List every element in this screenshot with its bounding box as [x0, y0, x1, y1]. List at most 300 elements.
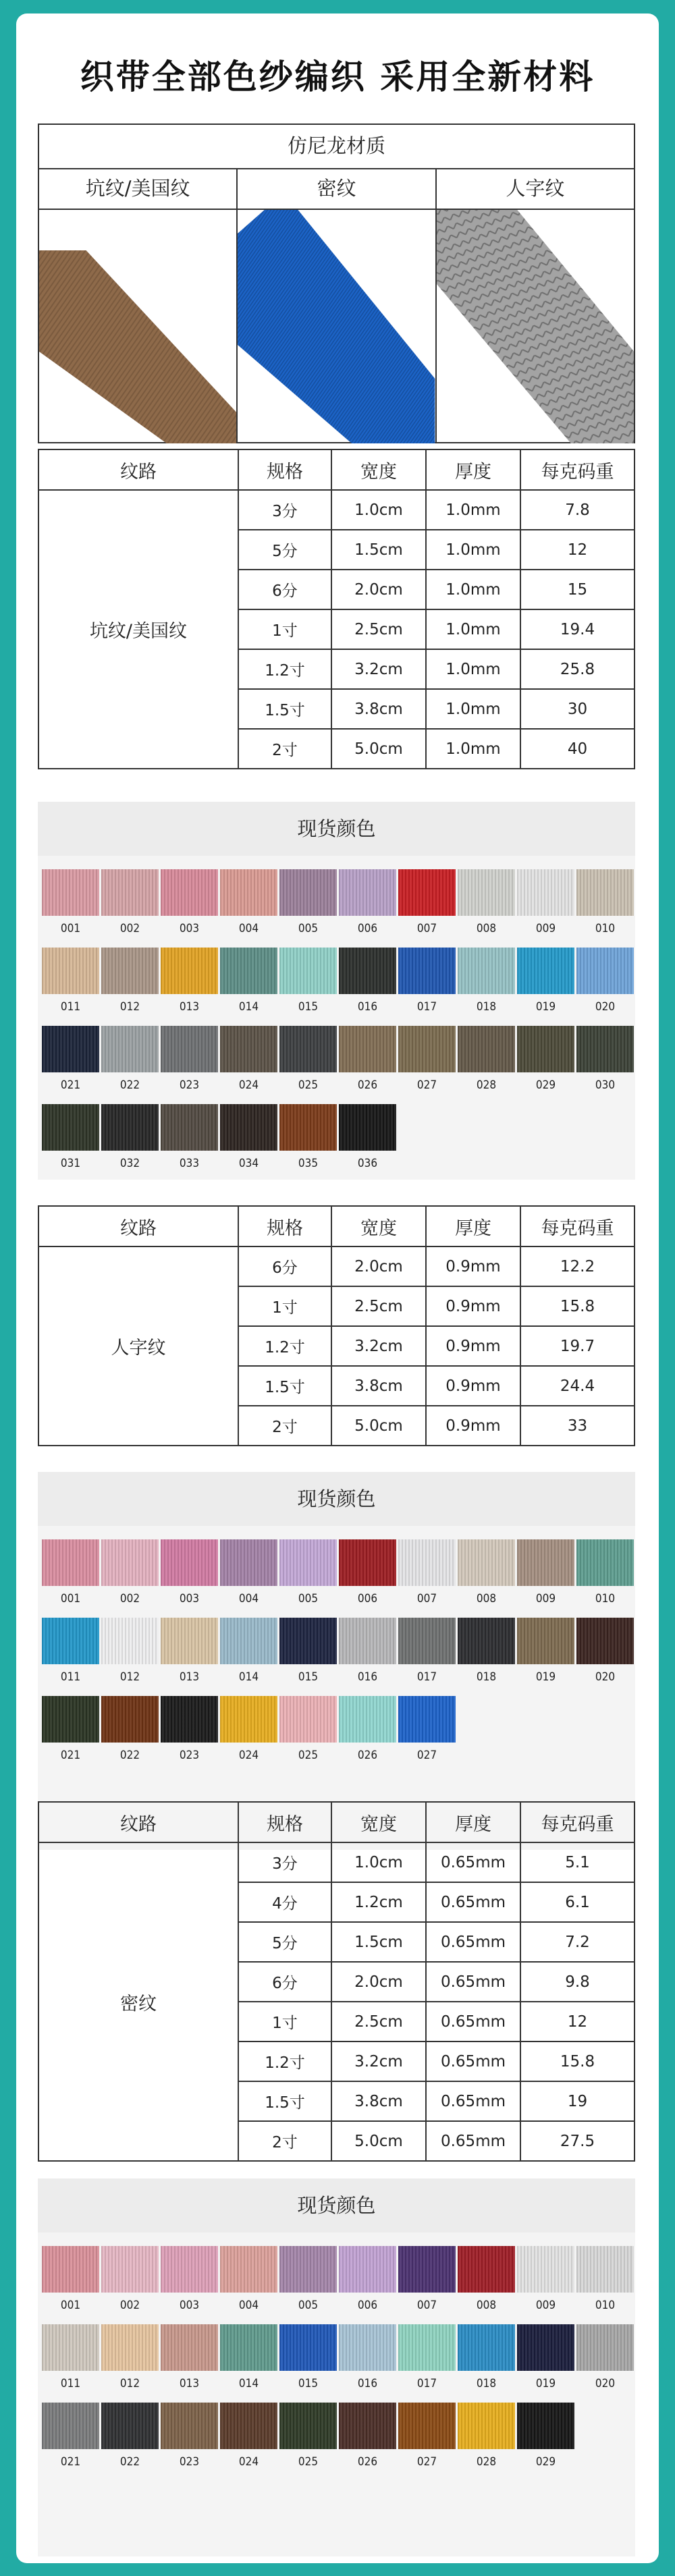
spec-cell: 6分	[238, 570, 331, 609]
swatch-number: 021	[60, 1749, 81, 1762]
color-swatch	[161, 1539, 218, 1606]
swatch-number: 023	[179, 1078, 200, 1092]
swatch-color	[576, 1026, 634, 1072]
swatch-number: 016	[357, 1000, 378, 1014]
swatch-color	[279, 2324, 337, 2371]
spec-cell: 4分	[238, 1882, 331, 1922]
color-swatch	[398, 1696, 456, 1762]
color-swatch	[398, 1618, 456, 1684]
header-width: 宽度	[331, 1802, 426, 1842]
swatch-color	[279, 1618, 337, 1664]
swatch-color	[220, 1618, 277, 1664]
pattern-cell: 人字纹	[38, 1246, 238, 1446]
table-row	[38, 1842, 634, 1882]
weight-cell: 33	[520, 1406, 634, 1446]
weight-cell: 6.1	[520, 1882, 634, 1922]
color-swatch	[517, 948, 574, 1014]
swatch-number: 032	[119, 1157, 140, 1170]
color-swatch	[339, 1539, 396, 1606]
thickness-cell: 0.65mm	[426, 2121, 520, 2161]
swatch-color	[42, 2324, 99, 2371]
color-swatch	[161, 2324, 218, 2390]
color-swatch	[398, 2324, 456, 2390]
thickness-cell: 0.9mm	[426, 1286, 520, 1326]
color-swatch	[42, 2324, 99, 2390]
swatch-color	[161, 2324, 218, 2371]
width-cell: 2.5cm	[331, 2002, 426, 2041]
color-swatch	[161, 1026, 218, 1092]
swatch-color	[220, 1104, 277, 1151]
weight-cell: 19.4	[520, 609, 634, 649]
swatch-color	[339, 1539, 396, 1586]
thickness-cell: 0.9mm	[426, 1406, 520, 1446]
swatch-color	[576, 1539, 634, 1586]
header-width: 宽度	[331, 449, 426, 490]
color-swatch	[517, 1618, 574, 1684]
swatch-color	[398, 1696, 456, 1743]
color-swatch	[101, 2246, 159, 2312]
swatch-number: 018	[476, 1670, 497, 1684]
swatch-number: 023	[179, 1749, 200, 1762]
width-cell: 1.5cm	[331, 1922, 426, 1962]
material-header: 仿尼龙材质	[39, 125, 634, 169]
swatch-color	[458, 2246, 515, 2293]
spec-cell: 1寸	[238, 1286, 331, 1326]
swatch-color	[517, 869, 574, 916]
spec-table	[38, 1801, 635, 2162]
swatch-number: 013	[179, 2377, 200, 2390]
spec-cell: 1.2寸	[238, 1326, 331, 1366]
swatch-color	[42, 1539, 99, 1586]
thickness-cell: 1.0mm	[426, 649, 520, 689]
header-pattern: 纹路	[38, 1206, 238, 1246]
color-swatch	[279, 1539, 337, 1606]
weight-cell: 12	[520, 2002, 634, 2041]
swatch-color	[42, 1618, 99, 1664]
swatch-number: 018	[476, 2377, 497, 2390]
width-cell: 3.8cm	[331, 2081, 426, 2121]
swatch-number: 017	[416, 1000, 437, 1014]
color-swatch	[458, 1539, 515, 1606]
color-swatch	[161, 1618, 218, 1684]
swatch-number: 014	[238, 1670, 259, 1684]
width-cell: 5.0cm	[331, 2121, 426, 2161]
color-swatch	[101, 1104, 159, 1170]
color-swatch	[398, 2246, 456, 2312]
swatch-color	[279, 1539, 337, 1586]
swatch-number: 024	[238, 1749, 259, 1762]
swatch-color	[398, 2403, 456, 2449]
swatch-color	[458, 2324, 515, 2371]
color-swatch	[576, 2246, 634, 2312]
spec-cell: 1.2寸	[238, 649, 331, 689]
swatch-number: 008	[476, 2299, 497, 2312]
swatch-number: 009	[535, 1592, 556, 1606]
swatch-color	[161, 948, 218, 994]
color-swatch	[458, 2403, 515, 2469]
swatch-color	[161, 2403, 218, 2449]
color-swatch	[42, 2403, 99, 2469]
swatch-number: 035	[298, 1157, 319, 1170]
weight-cell: 15.8	[520, 1286, 634, 1326]
swatch-number: 020	[595, 1000, 616, 1014]
color-swatch	[101, 1618, 159, 1684]
weight-cell: 5.1	[520, 1842, 634, 1882]
header-spec: 规格	[238, 1206, 331, 1246]
swatch-number: 014	[238, 2377, 259, 2390]
swatch-color	[220, 2246, 277, 2293]
weight-cell: 9.8	[520, 1962, 634, 2002]
swatch-color	[339, 1696, 396, 1743]
color-swatch	[339, 2403, 396, 2469]
spec-table	[38, 449, 635, 769]
swatch-number: 006	[357, 2299, 378, 2312]
width-cell: 1.2cm	[331, 1882, 426, 1922]
swatch-number: 033	[179, 1157, 200, 1170]
spec-cell: 6分	[238, 1962, 331, 2002]
width-cell: 2.5cm	[331, 1286, 426, 1326]
color-swatch-panel	[38, 2178, 635, 2556]
swatch-color	[101, 948, 159, 994]
swatch-number: 027	[416, 2455, 437, 2469]
swatch-number: 028	[476, 2455, 497, 2469]
swatch-number: 013	[179, 1670, 200, 1684]
width-cell: 1.0cm	[331, 490, 426, 530]
spec-cell: 2寸	[238, 2121, 331, 2161]
swatch-color	[576, 869, 634, 916]
weight-cell: 25.8	[520, 649, 634, 689]
color-swatch	[279, 948, 337, 1014]
swatch-number: 031	[60, 1157, 81, 1170]
swatch-number: 022	[119, 1078, 140, 1092]
webbing-sample-image	[437, 210, 634, 443]
color-swatch	[339, 948, 396, 1014]
color-swatch	[101, 1026, 159, 1092]
color-swatch	[42, 948, 99, 1014]
spec-cell: 3分	[238, 1842, 331, 1882]
swatch-number: 001	[60, 2299, 81, 2312]
swatch-color	[161, 1026, 218, 1072]
color-swatch	[576, 1539, 634, 1606]
color-swatch	[576, 869, 634, 935]
color-swatch	[42, 1539, 99, 1606]
swatch-number: 011	[60, 1000, 81, 1014]
spec-cell: 1.5寸	[238, 2081, 331, 2121]
spec-cell: 1寸	[238, 609, 331, 649]
swatch-color	[339, 1026, 396, 1072]
thickness-cell: 1.0mm	[426, 570, 520, 609]
swatch-color	[161, 1696, 218, 1743]
color-swatch	[279, 2403, 337, 2469]
width-cell: 3.2cm	[331, 2041, 426, 2081]
swatch-color	[279, 2246, 337, 2293]
swatch-number: 005	[298, 1592, 319, 1606]
swatch-color	[42, 1104, 99, 1151]
color-swatch	[517, 2246, 574, 2312]
color-swatch	[398, 948, 456, 1014]
color-swatch	[220, 2403, 277, 2469]
swatch-number: 006	[357, 1592, 378, 1606]
weight-cell: 19.7	[520, 1326, 634, 1366]
swatch-color	[398, 869, 456, 916]
swatch-number: 010	[595, 1592, 616, 1606]
material-col-label: 密纹	[238, 169, 436, 209]
thickness-cell: 0.65mm	[426, 1842, 520, 1882]
swatch-color	[398, 1026, 456, 1072]
weight-cell: 19	[520, 2081, 634, 2121]
weight-cell: 27.5	[520, 2121, 634, 2161]
swatch-number: 027	[416, 1749, 437, 1762]
color-swatch	[576, 948, 634, 1014]
width-cell: 2.0cm	[331, 1246, 426, 1286]
thickness-cell: 1.0mm	[426, 490, 520, 530]
swatch-number: 024	[238, 1078, 259, 1092]
color-swatch	[458, 1618, 515, 1684]
swatch-color	[101, 1104, 159, 1151]
swatch-color	[339, 1618, 396, 1664]
swatch-color	[339, 1104, 396, 1151]
swatch-number: 028	[476, 1078, 497, 1092]
swatch-number: 007	[416, 922, 437, 935]
swatch-number: 005	[298, 2299, 319, 2312]
weight-cell: 15.8	[520, 2041, 634, 2081]
swatch-color	[517, 2403, 574, 2449]
swatch-number: 026	[357, 2455, 378, 2469]
swatch-number: 011	[60, 1670, 81, 1684]
color-swatch	[517, 1539, 574, 1606]
swatch-number: 020	[595, 1670, 616, 1684]
swatch-number: 001	[60, 1592, 81, 1606]
swatch-color	[576, 2324, 634, 2371]
thickness-cell: 1.0mm	[426, 609, 520, 649]
swatch-color	[458, 2403, 515, 2449]
swatch-color	[458, 1618, 515, 1664]
swatch-number: 029	[535, 1078, 556, 1092]
color-swatch	[220, 1104, 277, 1170]
spec-cell: 1.5寸	[238, 1366, 331, 1406]
width-cell: 1.5cm	[331, 530, 426, 570]
color-swatch	[458, 2246, 515, 2312]
swatch-number: 010	[595, 2299, 616, 2312]
thickness-cell: 1.0mm	[426, 689, 520, 729]
width-cell: 5.0cm	[331, 729, 426, 769]
table-row	[38, 1246, 634, 1286]
swatch-color	[279, 1104, 337, 1151]
swatch-color	[339, 948, 396, 994]
spec-cell: 1.2寸	[238, 2041, 331, 2081]
color-swatch	[101, 1539, 159, 1606]
swatch-number: 014	[238, 1000, 259, 1014]
swatch-number: 007	[416, 2299, 437, 2312]
swatch-number: 003	[179, 2299, 200, 2312]
weight-cell: 30	[520, 689, 634, 729]
swatch-color	[279, 1026, 337, 1072]
material-col-label: 坑纹/美国纹	[39, 169, 238, 209]
spec-cell: 6分	[238, 1246, 331, 1286]
color-swatch	[398, 869, 456, 935]
color-swatch	[398, 1539, 456, 1606]
swatch-color	[398, 1618, 456, 1664]
swatch-number: 021	[60, 1078, 81, 1092]
swatch-color	[220, 1539, 277, 1586]
swatch-number: 030	[595, 1078, 616, 1092]
color-swatch	[42, 1104, 99, 1170]
swatch-color	[576, 2246, 634, 2293]
spec-cell: 1.5寸	[238, 689, 331, 729]
material-col-label: 人字纹	[506, 177, 565, 200]
width-cell: 1.0cm	[331, 1842, 426, 1882]
thickness-cell: 0.65mm	[426, 2002, 520, 2041]
color-swatch	[458, 1026, 515, 1092]
swatch-color	[42, 1696, 99, 1743]
swatch-number: 022	[119, 2455, 140, 2469]
swatch-number: 017	[416, 1670, 437, 1684]
swatch-number: 008	[476, 922, 497, 935]
header-weight: 每克码重	[520, 449, 634, 490]
swatch-color	[517, 2324, 574, 2371]
product-sheet	[16, 13, 659, 2563]
swatch-color	[42, 869, 99, 916]
swatch-color	[576, 1618, 634, 1664]
swatch-number: 027	[416, 1078, 437, 1092]
color-swatch	[279, 1026, 337, 1092]
swatch-color	[42, 2246, 99, 2293]
swatch-number: 003	[179, 922, 200, 935]
color-swatch-panel	[38, 802, 635, 1180]
width-cell: 3.8cm	[331, 1366, 426, 1406]
color-swatch	[279, 2246, 337, 2312]
swatch-number: 018	[476, 1000, 497, 1014]
swatch-number: 015	[298, 1670, 319, 1684]
swatch-number: 023	[179, 2455, 200, 2469]
swatch-color	[339, 869, 396, 916]
width-cell: 2.0cm	[331, 1962, 426, 2002]
color-swatch	[339, 869, 396, 935]
material-table	[38, 124, 635, 443]
width-cell: 3.2cm	[331, 649, 426, 689]
swatch-color	[339, 2246, 396, 2293]
swatch-color	[398, 948, 456, 994]
swatch-color	[161, 869, 218, 916]
pattern-cell: 密纹	[38, 1842, 238, 2161]
swatch-number: 024	[238, 2455, 259, 2469]
header-spec: 规格	[238, 449, 331, 490]
swatch-color	[42, 2403, 99, 2449]
thickness-cell: 1.0mm	[426, 729, 520, 769]
swatch-number: 015	[298, 2377, 319, 2390]
swatch-number: 013	[179, 1000, 200, 1014]
swatch-color	[101, 1026, 159, 1072]
swatch-color	[458, 948, 515, 994]
swatch-title: 现货颜色	[38, 2178, 635, 2232]
swatch-number: 002	[119, 2299, 140, 2312]
swatch-color	[398, 2324, 456, 2371]
swatch-color	[458, 1026, 515, 1072]
swatch-color	[220, 1026, 277, 1072]
swatch-color	[279, 869, 337, 916]
swatch-color	[220, 948, 277, 994]
color-swatch	[101, 948, 159, 1014]
header-width: 宽度	[331, 1206, 426, 1246]
weight-cell: 12.2	[520, 1246, 634, 1286]
thickness-cell: 0.65mm	[426, 2081, 520, 2121]
color-swatch	[42, 1696, 99, 1762]
pattern-cell: 坑纹/美国纹	[38, 490, 238, 769]
spec-cell: 5分	[238, 530, 331, 570]
thickness-cell: 0.65mm	[426, 1882, 520, 1922]
color-swatch	[101, 2324, 159, 2390]
swatch-color	[161, 1539, 218, 1586]
color-swatch	[279, 1104, 337, 1170]
swatch-number: 025	[298, 1749, 319, 1762]
color-swatch	[576, 1618, 634, 1684]
color-swatch	[339, 1696, 396, 1762]
webbing-sample-image	[238, 210, 436, 443]
swatch-title: 现货颜色	[38, 802, 635, 856]
header-pattern: 纹路	[38, 449, 238, 490]
swatch-color	[101, 2403, 159, 2449]
color-swatch	[101, 2403, 159, 2469]
color-swatch	[279, 2324, 337, 2390]
swatch-number: 002	[119, 922, 140, 935]
swatch-color	[220, 2403, 277, 2449]
swatch-number: 001	[60, 922, 81, 935]
color-swatch	[161, 1696, 218, 1762]
color-swatch	[517, 1026, 574, 1092]
swatch-color	[101, 1539, 159, 1586]
color-swatch	[42, 1618, 99, 1684]
thickness-cell: 0.9mm	[426, 1326, 520, 1366]
swatch-color	[161, 2246, 218, 2293]
spec-cell: 1寸	[238, 2002, 331, 2041]
swatch-number: 016	[357, 1670, 378, 1684]
swatch-color	[101, 2324, 159, 2371]
color-swatch	[220, 2246, 277, 2312]
swatch-number: 012	[119, 2377, 140, 2390]
color-swatch	[161, 948, 218, 1014]
color-swatch	[339, 1618, 396, 1684]
color-swatch	[576, 2324, 634, 2390]
weight-cell: 40	[520, 729, 634, 769]
color-swatch	[161, 2246, 218, 2312]
swatch-number: 029	[535, 2455, 556, 2469]
swatch-number: 026	[357, 1078, 378, 1092]
swatch-color	[517, 1026, 574, 1072]
swatch-color	[517, 1539, 574, 1586]
swatch-number: 020	[595, 2377, 616, 2390]
swatch-color	[220, 2324, 277, 2371]
color-swatch	[101, 869, 159, 935]
thickness-cell: 0.65mm	[426, 1962, 520, 2002]
weight-cell: 24.4	[520, 1366, 634, 1406]
page-title: 织带全部色纱编织 采用全新材料	[80, 57, 595, 97]
thickness-cell: 1.0mm	[426, 530, 520, 570]
header-weight: 每克码重	[520, 1206, 634, 1246]
width-cell: 5.0cm	[331, 1406, 426, 1446]
spec-cell: 2寸	[238, 1406, 331, 1446]
color-swatch	[220, 1539, 277, 1606]
swatch-number: 019	[535, 1670, 556, 1684]
width-cell: 2.0cm	[331, 570, 426, 609]
thickness-cell: 0.9mm	[426, 1366, 520, 1406]
color-swatch	[398, 2403, 456, 2469]
swatch-number: 004	[238, 1592, 259, 1606]
swatch-color	[517, 948, 574, 994]
color-swatch	[517, 869, 574, 935]
swatch-color	[279, 2403, 337, 2449]
header-thickness: 厚度	[426, 1206, 520, 1246]
swatch-number: 008	[476, 1592, 497, 1606]
